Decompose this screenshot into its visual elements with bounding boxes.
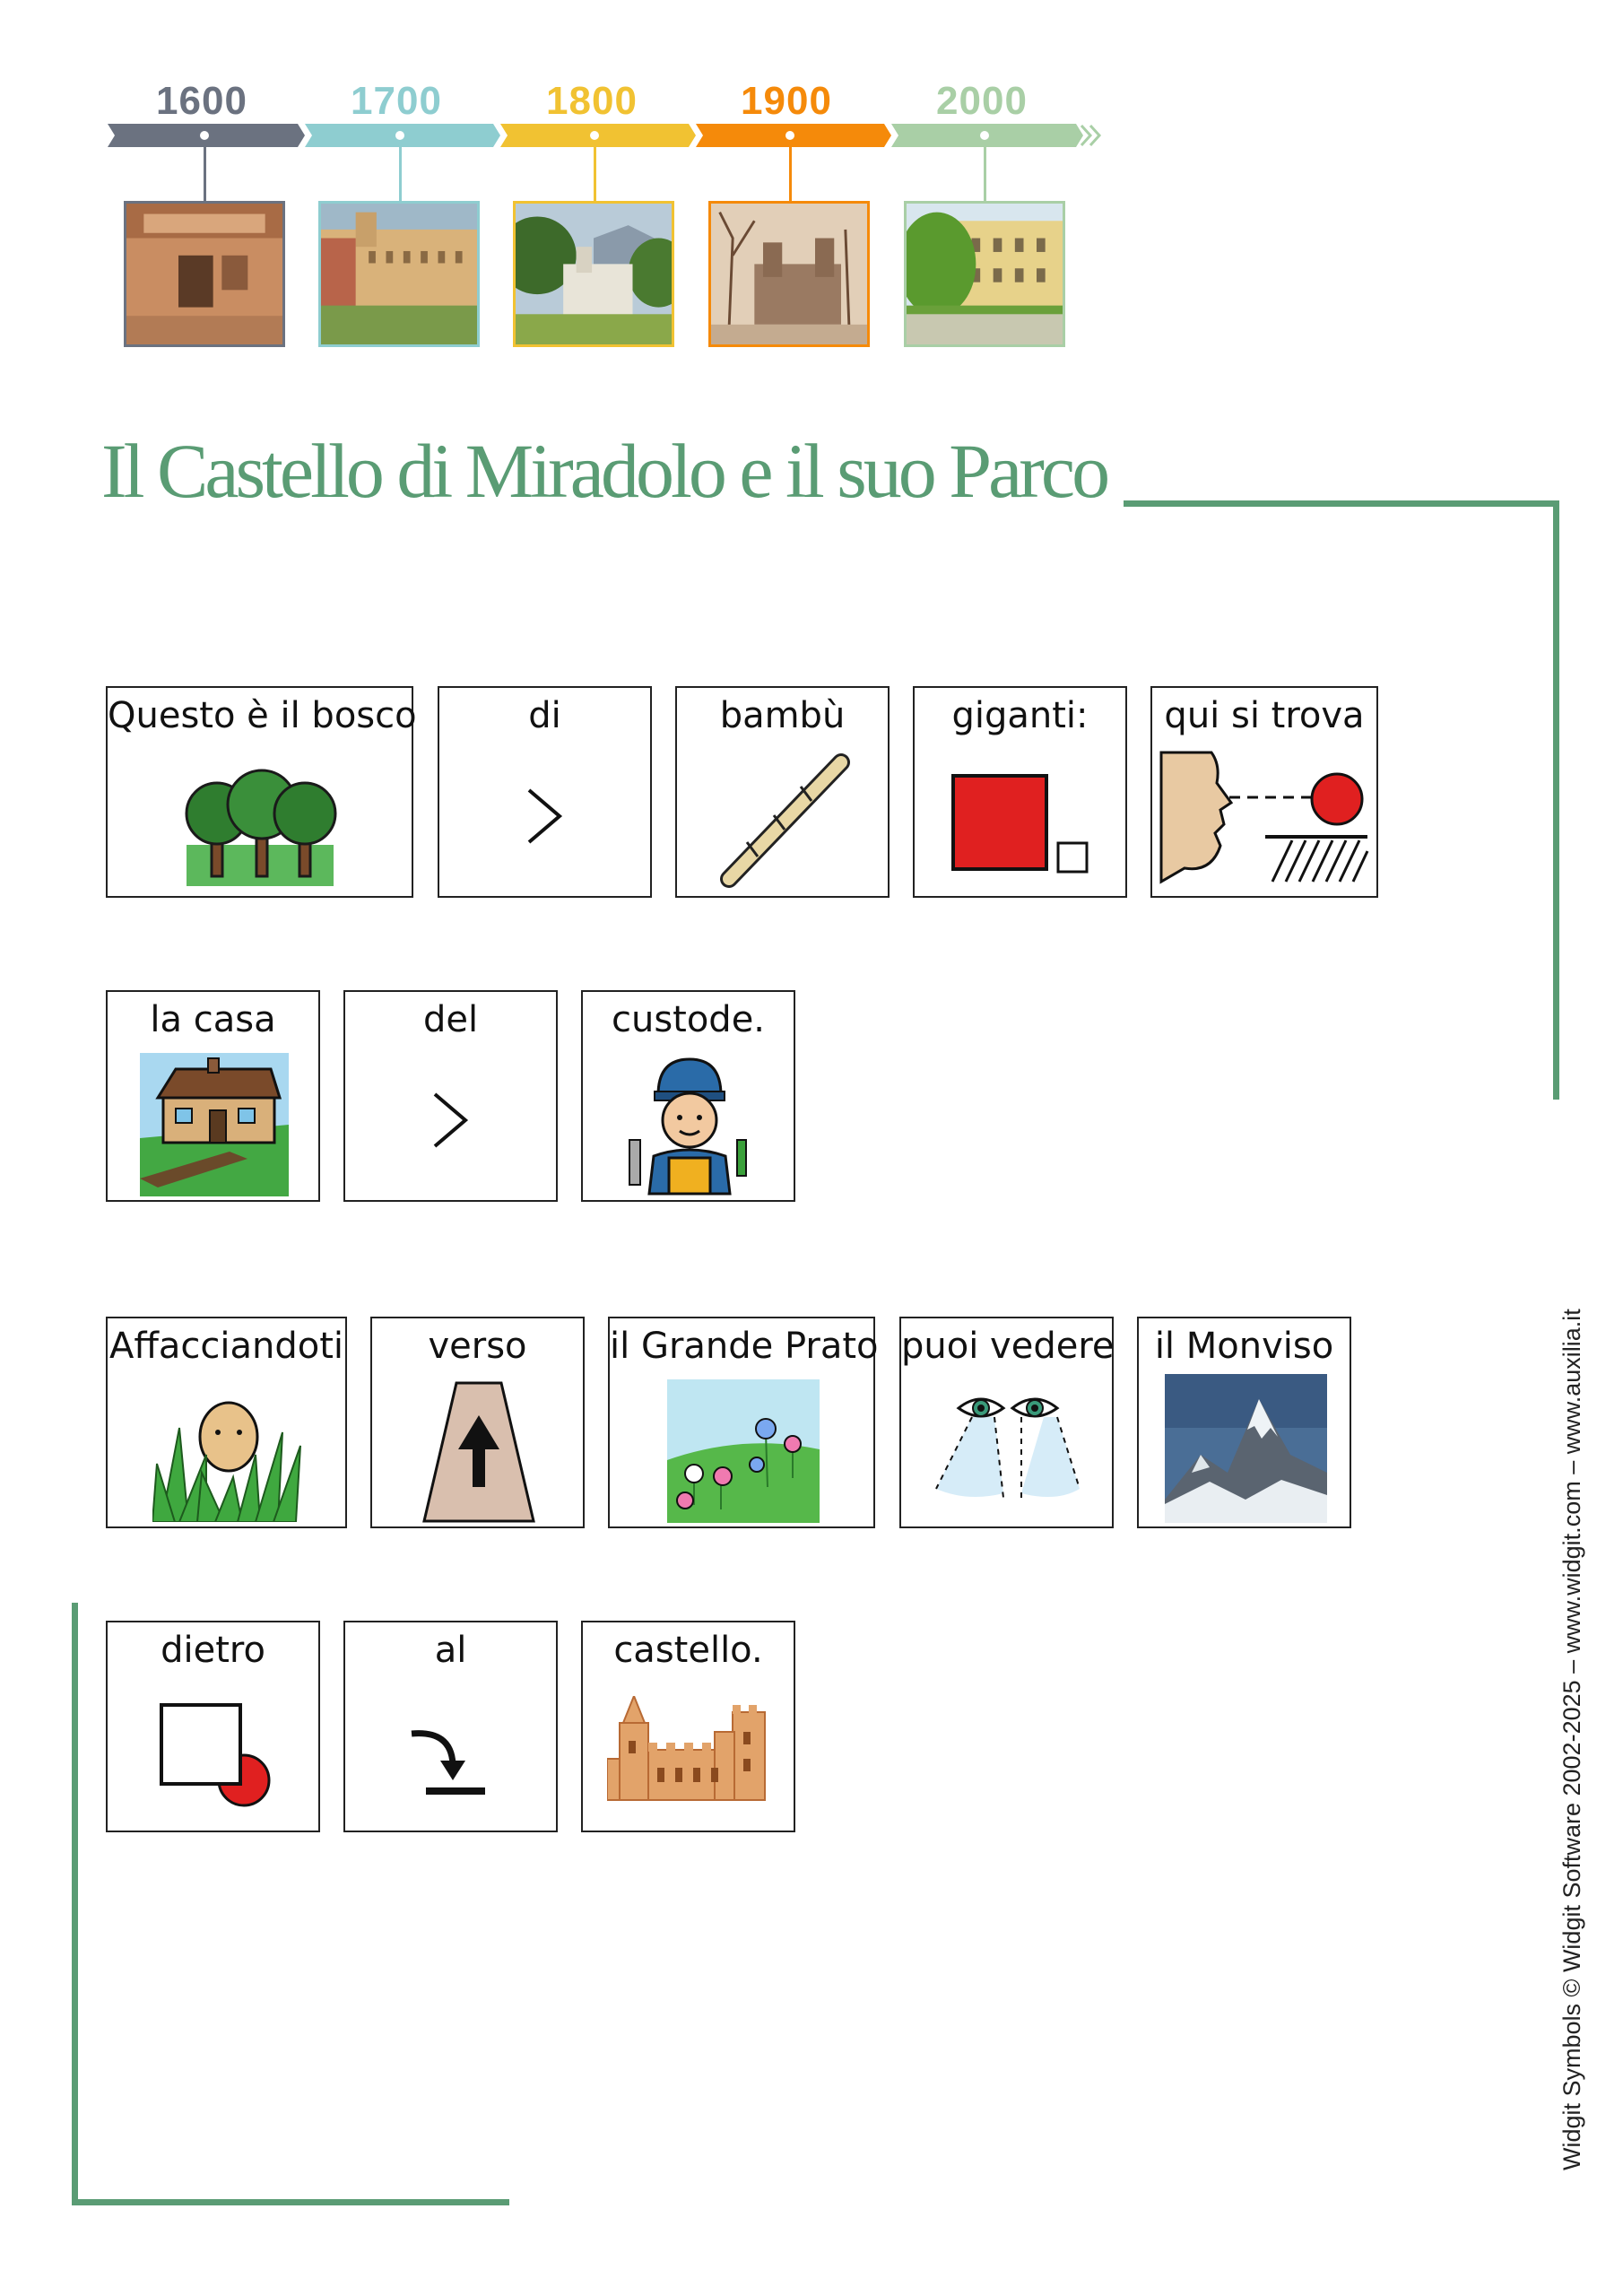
card-label: Affacciandoti bbox=[108, 1326, 344, 1367]
year-2000: 2000 bbox=[936, 79, 1028, 123]
card-label: castello. bbox=[613, 1630, 763, 1671]
card-label: Questo è il bosco bbox=[108, 695, 417, 736]
connector-line bbox=[399, 140, 402, 201]
look-at-object-icon bbox=[1158, 747, 1373, 892]
symbol-card bbox=[581, 1621, 795, 1832]
photo-1600 bbox=[124, 201, 285, 347]
symbol-card bbox=[1150, 686, 1378, 898]
timeline-dot bbox=[200, 131, 209, 140]
card-label: al bbox=[434, 1630, 467, 1671]
card-label: dietro bbox=[161, 1630, 265, 1671]
card-label: giganti: bbox=[951, 695, 1089, 736]
forest-icon bbox=[185, 755, 337, 890]
card-label: bambù bbox=[719, 695, 846, 736]
symbol-card bbox=[899, 1317, 1114, 1528]
connector-line bbox=[594, 140, 596, 201]
photo-1700 bbox=[318, 201, 480, 347]
connector-line bbox=[789, 140, 792, 201]
photo-1800 bbox=[513, 201, 674, 347]
timeline-bar bbox=[108, 122, 1103, 149]
page-title: Il Castello di Miradolo e il suo Parco bbox=[101, 428, 1107, 514]
card-label: verso bbox=[428, 1326, 527, 1367]
behind-icon bbox=[158, 1701, 274, 1811]
card-label: del bbox=[422, 999, 479, 1040]
castle-icon bbox=[607, 1696, 773, 1804]
timeline-dot bbox=[590, 131, 599, 140]
symbol-card bbox=[608, 1317, 879, 1528]
year-1900: 1900 bbox=[741, 79, 832, 123]
symbol-card bbox=[1137, 1317, 1351, 1528]
symbol-card bbox=[343, 990, 558, 1202]
big-square-icon bbox=[950, 773, 1094, 881]
card-label: puoi vedere bbox=[901, 1326, 1115, 1367]
year-1800: 1800 bbox=[546, 79, 638, 123]
symbol-card bbox=[438, 686, 652, 898]
chevron-right-icon bbox=[524, 785, 568, 848]
peeking-icon bbox=[152, 1392, 305, 1522]
symbol-card bbox=[913, 686, 1127, 898]
copyright-credit: Widgit Symbols © Widgit Software 2002-2025 – www.widgit.com – www.auxilia.it bbox=[1558, 1309, 1585, 2170]
symbol-card bbox=[581, 990, 795, 1202]
frame-line-bottom bbox=[72, 2199, 509, 2205]
timeline-dot bbox=[980, 131, 989, 140]
frame-line-right bbox=[1553, 500, 1559, 1100]
symbol-card bbox=[106, 686, 417, 898]
bamboo-icon bbox=[711, 749, 855, 892]
timeline-dot bbox=[785, 131, 794, 140]
year-1700: 1700 bbox=[351, 79, 442, 123]
symbol-card bbox=[675, 686, 890, 898]
road-arrow-icon bbox=[421, 1379, 537, 1525]
symbol-card bbox=[106, 1621, 320, 1832]
chevron-right-icon bbox=[430, 1089, 474, 1152]
arrow-down-to-line-icon bbox=[406, 1712, 496, 1802]
caretaker-icon bbox=[622, 1050, 757, 1196]
card-label: custode. bbox=[611, 999, 766, 1040]
symbol-card bbox=[343, 1621, 558, 1832]
timeline-dot bbox=[395, 131, 404, 140]
card-label: di bbox=[528, 695, 561, 736]
frame-line-left bbox=[72, 1603, 78, 2205]
frame-line-top bbox=[1124, 500, 1559, 507]
connector-line bbox=[204, 140, 206, 201]
mountain-icon bbox=[1165, 1374, 1327, 1523]
symbol-card bbox=[106, 990, 320, 1202]
symbol-card bbox=[370, 1317, 585, 1528]
house-icon bbox=[140, 1053, 289, 1196]
symbol-card bbox=[106, 1317, 347, 1528]
card-label: il Monviso bbox=[1154, 1326, 1334, 1367]
card-label: il Grande Prato bbox=[610, 1326, 879, 1367]
meadow-icon bbox=[667, 1379, 820, 1523]
card-label: qui si trova bbox=[1164, 695, 1365, 736]
photo-1900 bbox=[708, 201, 870, 347]
year-1600: 1600 bbox=[156, 79, 247, 123]
eyes-icon bbox=[932, 1390, 1084, 1507]
connector-line bbox=[984, 140, 986, 201]
card-label: la casa bbox=[150, 999, 276, 1040]
photo-2000 bbox=[904, 201, 1065, 347]
